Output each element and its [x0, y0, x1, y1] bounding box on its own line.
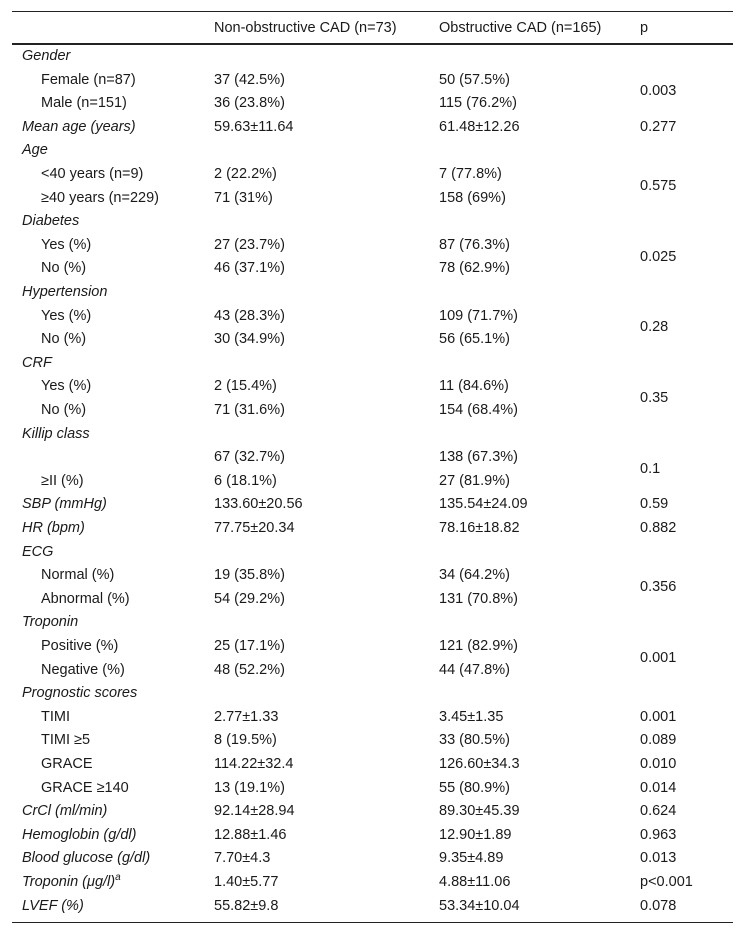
row-label: Gender: [22, 48, 71, 64]
nonobstructive-value: 77.75±20.34: [214, 520, 295, 536]
merged-p-value: 0.35: [640, 390, 669, 406]
obstructive-value: 138 (67.3%): [439, 449, 518, 465]
p-value: 0.010: [640, 756, 677, 772]
merged-p-value: 0.025: [640, 249, 677, 265]
nonobstructive-value: 43 (28.3%): [214, 308, 285, 324]
row-label: CRF: [22, 355, 52, 371]
nonobstructive-value: 67 (32.7%): [214, 449, 285, 465]
merged-p-value: 0.575: [640, 178, 677, 194]
nonobstructive-value: 25 (17.1%): [214, 638, 285, 654]
row-label: HR (bpm): [22, 520, 85, 536]
obstructive-value: 131 (70.8%): [439, 591, 518, 607]
obstructive-value: 50 (57.5%): [439, 72, 510, 88]
p-value: 0.089: [640, 732, 677, 748]
row-label: Male (n=151): [41, 95, 127, 111]
obstructive-value: 4.88±11.06: [439, 874, 511, 890]
p-value: 0.59: [640, 496, 669, 512]
p-value: 0.013: [640, 850, 677, 866]
nonobstructive-value: 54 (29.2%): [214, 591, 285, 607]
nonobstructive-value: 19 (35.8%): [214, 567, 285, 583]
row-label: Hemoglobin (g/dl): [22, 827, 137, 843]
table-bottom-rule: [12, 922, 733, 923]
nonobstructive-value: 27 (23.7%): [214, 237, 285, 253]
row-label: <40 years (n=9): [41, 166, 144, 182]
obstructive-value: 121 (82.9%): [439, 638, 518, 654]
nonobstructive-value: 8 (19.5%): [214, 732, 277, 748]
header-nonobstructive: Non-obstructive CAD (n=73): [214, 20, 397, 36]
obstructive-value: 7 (77.8%): [439, 166, 502, 182]
nonobstructive-value: 114.22±32.4: [214, 756, 294, 772]
obstructive-value: 9.35±4.89: [439, 850, 504, 866]
merged-p-value: 0.28: [640, 319, 669, 335]
obstructive-value: 89.30±45.39: [439, 803, 520, 819]
p-value: 0.277: [640, 119, 677, 135]
obstructive-value: 158 (69%): [439, 190, 506, 206]
obstructive-value: 126.60±34.3: [439, 756, 520, 772]
p-value: 0.078: [640, 898, 677, 914]
nonobstructive-value: 92.14±28.94: [214, 803, 295, 819]
nonobstructive-value: 2 (15.4%): [214, 378, 277, 394]
row-label: No (%): [41, 260, 87, 276]
footnote-marker: a: [115, 872, 121, 884]
row-label: TIMI ≥5: [41, 732, 91, 748]
nonobstructive-value: 2.77±1.33: [214, 709, 279, 725]
row-label: Hypertension: [22, 284, 108, 300]
row-label: Positive (%): [41, 638, 119, 654]
row-label: Mean age (years): [22, 119, 136, 135]
row-label-with-footnote: [22, 873, 121, 891]
nonobstructive-value: 6 (18.1%): [214, 473, 277, 489]
row-label: Yes (%): [41, 237, 92, 253]
nonobstructive-value: 36 (23.8%): [214, 95, 285, 111]
nonobstructive-value: 2 (22.2%): [214, 166, 277, 182]
nonobstructive-value: 71 (31%): [214, 190, 273, 206]
row-label: Killip class: [22, 426, 90, 442]
nonobstructive-value: 13 (19.1%): [214, 780, 285, 796]
obstructive-value: 115 (76.2%): [439, 95, 517, 111]
nonobstructive-value: 37 (42.5%): [214, 72, 285, 88]
nonobstructive-value: 59.63±11.64: [214, 119, 294, 135]
obstructive-value: 33 (80.5%): [439, 732, 510, 748]
p-value: 0.963: [640, 827, 677, 843]
row-label: GRACE ≥140: [41, 780, 129, 796]
obstructive-value: 109 (71.7%): [439, 308, 518, 324]
row-label-text: Troponin (μg/l): [22, 874, 116, 890]
merged-p-value: 0.1: [640, 461, 661, 477]
nonobstructive-value: 71 (31.6%): [214, 402, 285, 418]
table-top-rule: [12, 11, 733, 12]
row-label: No (%): [41, 331, 87, 347]
row-label: ≥II (%): [41, 473, 84, 489]
obstructive-value: 87 (76.3%): [439, 237, 510, 253]
row-label: TIMI: [41, 709, 70, 725]
row-label: Prognostic scores: [22, 685, 138, 701]
obstructive-value: 61.48±12.26: [439, 119, 520, 135]
merged-p-value: 0.001: [640, 650, 677, 666]
row-label: ECG: [22, 544, 54, 560]
header-p-value: p: [640, 20, 649, 36]
obstructive-value: 154 (68.4%): [439, 402, 518, 418]
obstructive-value: 11 (84.6%): [439, 378, 509, 394]
obstructive-value: 44 (47.8%): [439, 662, 510, 678]
row-label: Yes (%): [41, 308, 92, 324]
row-label: Troponin: [22, 614, 79, 630]
obstructive-value: 3.45±1.35: [439, 709, 504, 725]
row-label: Blood glucose (g/dl): [22, 850, 151, 866]
row-label: Normal (%): [41, 567, 115, 583]
obstructive-value: 78 (62.9%): [439, 260, 510, 276]
row-label: GRACE: [41, 756, 93, 772]
row-label: ≥40 years (n=229): [41, 190, 159, 206]
nonobstructive-value: 133.60±20.56: [214, 496, 303, 512]
merged-p-value: 0.003: [640, 83, 677, 99]
nonobstructive-value: 48 (52.2%): [214, 662, 285, 678]
obstructive-value: 56 (65.1%): [439, 331, 510, 347]
obstructive-value: 55 (80.9%): [439, 780, 510, 796]
row-label: Yes (%): [41, 378, 92, 394]
row-label: Negative (%): [41, 662, 125, 678]
p-value: 0.001: [640, 709, 677, 725]
obstructive-value: 53.34±10.04: [439, 898, 520, 914]
row-label: Age: [22, 142, 48, 158]
nonobstructive-value: 1.40±5.77: [214, 874, 279, 890]
row-label: Abnormal (%): [41, 591, 130, 607]
header-obstructive: Obstructive CAD (n=165): [439, 20, 602, 36]
p-value: 0.014: [640, 780, 677, 796]
nonobstructive-value: 30 (34.9%): [214, 331, 285, 347]
row-label: Diabetes: [22, 213, 80, 229]
row-label: SBP (mmHg): [22, 496, 107, 512]
row-label: No (%): [41, 402, 87, 418]
nonobstructive-value: 46 (37.1%): [214, 260, 285, 276]
row-label: LVEF (%): [22, 898, 84, 914]
obstructive-value: 135.54±24.09: [439, 496, 528, 512]
obstructive-value: 27 (81.9%): [439, 473, 510, 489]
p-value: p<0.001: [640, 874, 693, 890]
p-value: 0.882: [640, 520, 677, 536]
merged-p-value: 0.356: [640, 579, 677, 595]
obstructive-value: 34 (64.2%): [439, 567, 510, 583]
nonobstructive-value: 12.88±1.46: [214, 827, 287, 843]
obstructive-value: 12.90±1.89: [439, 827, 512, 843]
p-value: 0.624: [640, 803, 677, 819]
row-label: CrCl (ml/min): [22, 803, 108, 819]
nonobstructive-value: 7.70±4.3: [214, 850, 271, 866]
obstructive-value: 78.16±18.82: [439, 520, 520, 536]
row-label: Female (n=87): [41, 72, 136, 88]
nonobstructive-value: 55.82±9.8: [214, 898, 279, 914]
header-rule: [12, 43, 733, 45]
